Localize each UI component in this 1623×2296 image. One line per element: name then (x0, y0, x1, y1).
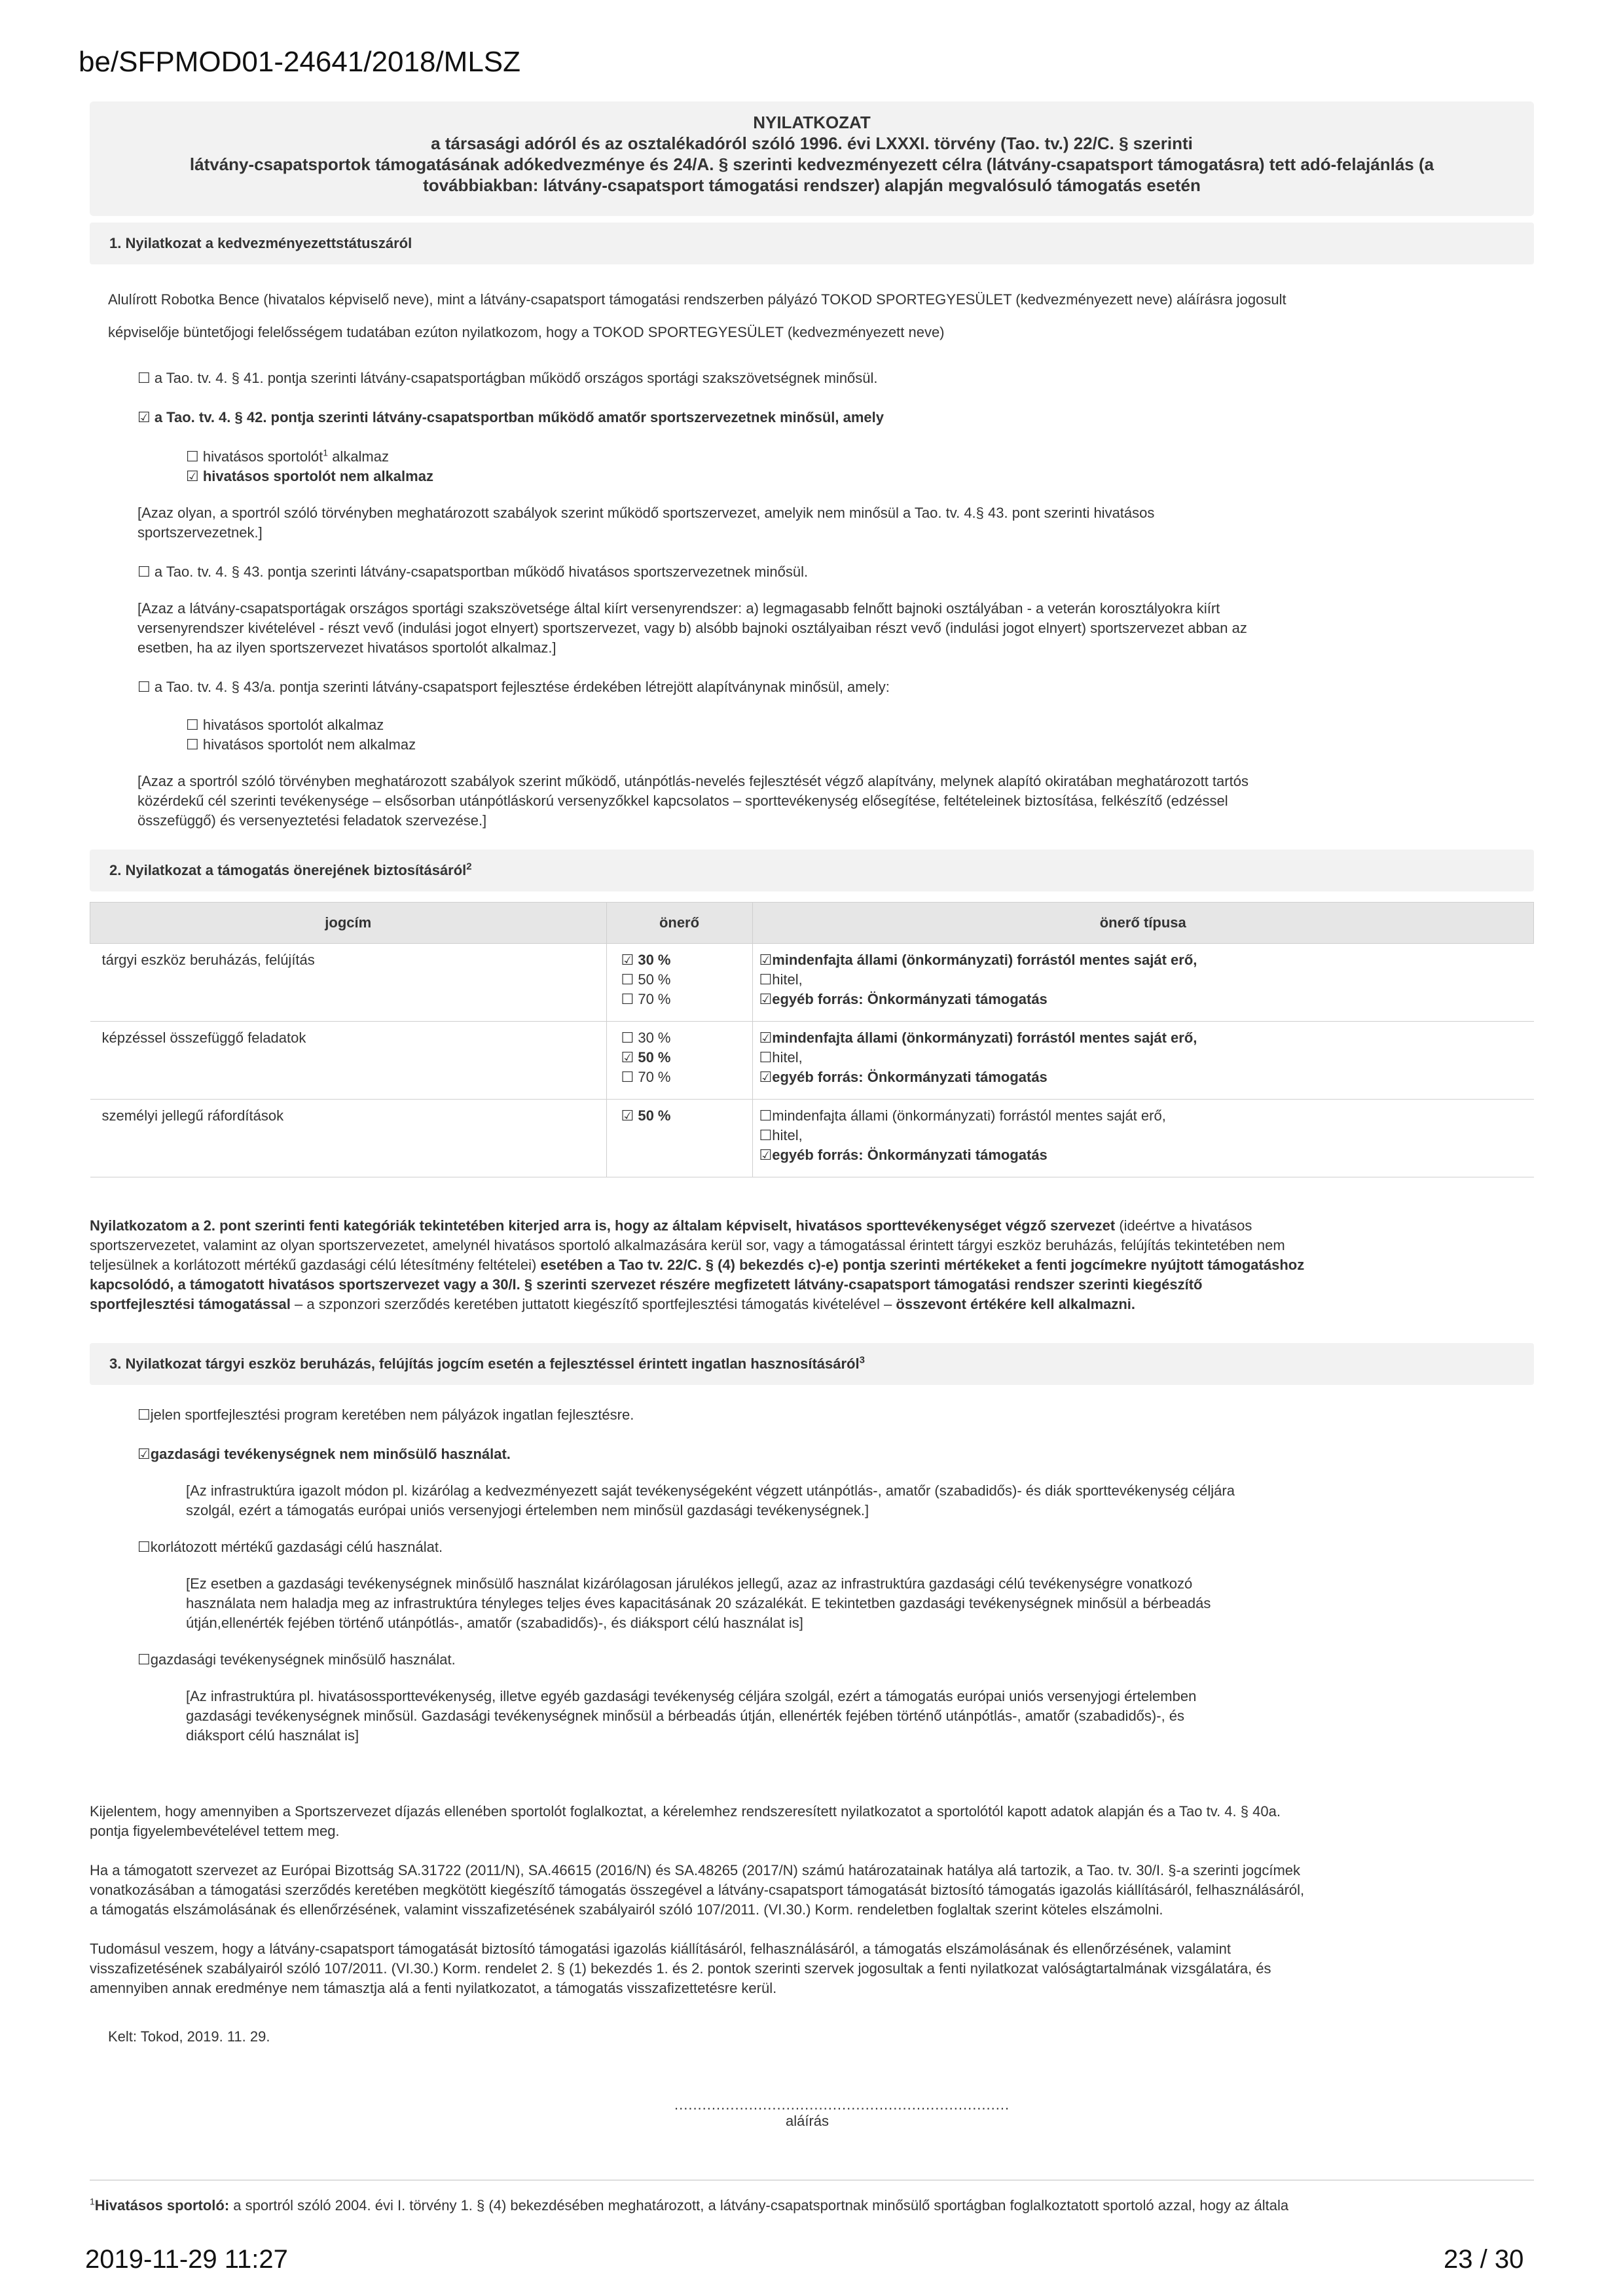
statement-line (90, 1216, 1534, 1236)
title-line-1: NYILATKOZAT (753, 113, 871, 132)
usage-note-economic-line-2: gazdasági tevékenységnek minősül. Gazdasági tevékenységnek minősül a bérbeadás útján, ellenérték fejében történő utánpótlás-, amatőr (szabadidős)-, és (186, 1708, 1185, 1724)
note-43-line-1: [Azaz a látvány-csapatsportágak országos sportági szakszövetsége által kiírt versenyrendszer: a) legmagasabb felnőtt bajnoki osztályában - a veterán korosztályokra kiírt (137, 600, 1220, 617)
cell-onero (606, 944, 752, 1022)
title-line-3: látvány-csapatsportok támogatásának adókedvezménye és 24/A. § szerinti kedvezményezett célra (látvány-csapatsport támogatásra) tett adó-felajánlás (a (189, 154, 1434, 174)
statement-text: esetében a Tao tv. 22/C. § (4) bekezdés c)-e) pontja szerinti mértékeket a fenti jogcímekre nyújtott támogatáshoz (540, 1257, 1305, 1273)
usage-note-non-economic-line-1: [Az infrastruktúra igazolt módon pl. kizárólag a kedvezményezett saját tevékenységeként végzett utánpótlás-, amatőr (szabadidős)- és diák sporttevékenység céljára (186, 1482, 1235, 1499)
usage-note-limited-line-2: használata nem haladja meg az infrastruktúra tényleges teljes éves kapacitásának 20 százalékát. E tekintetben gazdasági tevékenységnek minősül a bérbeadás (186, 1595, 1211, 1611)
onero-type-option[interactable]: ☑mindenfajta állami (önkormányzati) forrástól mentes saját erő, (759, 1030, 1197, 1046)
document-id: be/SFPMOD01-24641/2018/MLSZ (79, 46, 521, 78)
footer-page-number: 23 / 30 (1444, 2245, 1524, 2274)
section-2-heading-text: 2. Nyilatkozat a támogatás önerejének biztosításáról (109, 862, 467, 878)
onero-type-option[interactable]: ☑egyéb forrás: Önkormányzati támogatás (759, 991, 1048, 1007)
onero-type-option[interactable]: ☑egyéb forrás: Önkormányzati támogatás (759, 1147, 1048, 1163)
note-42-line-2: sportszervezetnek.] (137, 524, 263, 541)
onero-option[interactable]: ☐ 70 % (621, 991, 671, 1007)
option-43[interactable]: ☐ a Tao. tv. 4. § 43. pontja szerinti látvány-csapatsportban működő hivatásos sportszervezetnek minősül. (137, 564, 809, 580)
title-line-4: továbbiakban: látvány-csapatsport támogatási rendszer) alapján megvalósuló támogatás esetén (423, 175, 1201, 195)
cell-onero-tipusa (752, 1022, 1534, 1100)
onero-option[interactable]: ☑ 50 % (621, 1049, 671, 1066)
statement-text: teljesülnek a korlátozott mértékű gazdasági célú létesítmény feltételei) (90, 1257, 541, 1273)
closing-p3-line-1: Tudomásul veszem, hogy a látvány-csapatsport támogatását biztosító támogatási igazolás kiállításáról, felhasználásáról, a támogatás elszámolásának és ellenőrzésének, valamint (90, 1941, 1231, 1957)
self-contribution-table (90, 902, 1534, 1177)
note-42-line-1: [Azaz olyan, a sportról szóló törvényben meghatározott szabályok szerint működő sportszervezet, amelyik nem minősül a Tao. tv. 4.§ 43. pont szerinti hivatásos (137, 505, 1155, 521)
closing-p1-line-1: Kijelentem, hogy amennyiben a Sportszervezet díjazás ellenében sportolót foglalkoztat, a kérelemhez rendszeresített nyilatkozatot a sportolótól kapott adatok alapján és a Tao tv. 4. § 40a. (90, 1803, 1281, 1820)
table-row (90, 944, 1534, 1022)
closing-p2-line-3: a támogatás elszámolásának és ellenőrzésének, valamint visszafizetésének szabályairól szóló 107/2011. (VI.30.) Korm. rendeletben foglaltak szerint köteles elszámolni. (90, 1901, 1163, 1918)
option-42-no-pro[interactable]: ☑ hivatásos sportolót nem alkalmaz (186, 468, 433, 484)
cell-jogcim: képzéssel összefüggő feladatok (90, 1022, 607, 1100)
closing-p3-line-3: amennyiben annak eredménye nem támasztja alá a fenti nyilatkozatot, a támogatás visszafizettetésre kerül. (90, 1980, 777, 1996)
statement-text: sportfejlesztési támogatással (90, 1296, 291, 1312)
onero-option[interactable]: ☐ 30 % (621, 1030, 671, 1046)
note-43-line-3: esetben, ha az ilyen sportszervezet hivatásos sportolót alkalmaz.] (137, 639, 556, 656)
onero-type-option[interactable]: ☑egyéb forrás: Önkormányzati támogatás (759, 1069, 1048, 1085)
onero-option[interactable]: ☐ 50 % (621, 971, 671, 988)
onero-type-option[interactable]: ☑mindenfajta állami (önkormányzati) forrástól mentes saját erő, (759, 952, 1197, 968)
section-2-heading (90, 850, 1534, 891)
footer-datetime: 2019-11-29 11:27 (85, 2245, 288, 2274)
section-2-statement (90, 1216, 1534, 1314)
usage-option-no-property[interactable]: ☐jelen sportfejlesztési program keretében nem pályázok ingatlan fejlesztésre. (137, 1407, 634, 1423)
statement-text: sportszervezetet, valamint az olyan sportszervezetet, amelynél hivatásos sportoló alkalmazására kerül sor, vagy a támogatással érintett tárgyi eszköz beruházás, felújítás tekintetében nem (90, 1237, 1285, 1253)
usage-note-economic-line-3: diáksport célú használat is] (186, 1727, 359, 1744)
statement-text: (ideértve a hivatásos (1115, 1217, 1252, 1234)
cell-jogcim: személyi jellegű ráfordítások (90, 1100, 607, 1177)
statement-line (90, 1255, 1534, 1275)
option-text: alkalmaz (328, 448, 389, 465)
footnote-marker: 1 (90, 2196, 95, 2207)
cell-onero (606, 1100, 752, 1177)
section-3-heading-text: 3. Nyilatkozat tárgyi eszköz beruházás, felújítás jogcím esetén a fejlesztéssel érintett ingatlan hasznosításáról (109, 1355, 860, 1372)
usage-note-limited-line-1: [Ez esetben a gazdasági tevékenységnek minősülő használat kizárólagosan járulékos jellegű, azaz az infrastruktúra gazdasági célú tevékenységre vonatkozó (186, 1575, 1193, 1592)
cell-onero (606, 1022, 752, 1100)
option-43a-employs-pro[interactable]: ☐ hivatásos sportolót alkalmaz (186, 717, 384, 733)
option-43a[interactable]: ☐ a Tao. tv. 4. § 43/a. pontja szerinti látvány-csapatsport fejlesztése érdekében létrejött alapítványnak minősül, amely: (137, 679, 890, 695)
statement-text: – a szponzori szerződés keretében juttatott kiegészítő sportfejlesztési támogatás kivételével – (290, 1296, 896, 1312)
note-43-line-2: versenyrendszer kivételével - részt vevő (indulási jogot elnyert) sportszervezet, vagy b) alsóbb bajnoki osztályaiban részt vevő (indulási jogot elnyert) sportszervezet abban az (137, 620, 1247, 636)
option-43a-no-pro[interactable]: ☐ hivatásos sportolót nem alkalmaz (186, 736, 416, 753)
note-43a-line-1: [Azaz a sportról szóló törvényben meghatározott szabályok szerint működő, utánpótlás-nevelés fejlesztését végző alapítvány, melynek alapító okiratában meghatározott tartós (137, 773, 1249, 789)
signature-line: ........................................................................ (674, 2096, 1010, 2113)
signature-label: aláírás (786, 2113, 830, 2129)
cell-jogcim: tárgyi eszköz beruházás, felújítás (90, 944, 607, 1022)
footnote-term: Hivatásos sportoló: (94, 2197, 230, 2214)
section-3-heading (90, 1343, 1534, 1385)
onero-type-option[interactable]: ☐hitel, (759, 971, 803, 988)
footnote-divider (90, 2179, 1534, 2181)
usage-option-economic[interactable]: ☐gazdasági tevékenységnek minősülő használat. (137, 1651, 456, 1668)
place-and-date: Kelt: Tokod, 2019. 11. 29. (108, 2028, 270, 2045)
footnote-ref-2: 2 (466, 861, 472, 872)
footnote-ref-1: 1 (323, 447, 329, 458)
closing-p3-line-2: visszafizetésének szabályairól szóló 107/2011. (VI.30.) Korm. rendelet 2. § (1) bekezdés 1. és 2. pontok szerinti szervek jogosultak a fenti nyilatkozat valóságtartalmának vizsgálatára, és (90, 1960, 1271, 1977)
closing-p2-line-2: vonatkozásában a támogatási szerződés keretében megkötött kiegészítő támogatás összegével a látvány-csapatsport támogatását biztosító támogatás igazolás kiállításáról, felhasználásáról, (90, 1882, 1305, 1898)
onero-option[interactable]: ☑ 50 % (621, 1107, 671, 1124)
closing-p1-line-2: pontja figyelembevételével tettem meg. (90, 1823, 340, 1839)
usage-note-economic-line-1: [Az infrastruktúra pl. hivatásossporttevékenység, illetve egyéb gazdasági tevékenység céljára szolgál, ezért a támogatás európai uniós versenyjogi értelemben (186, 1688, 1197, 1704)
column-header-onero: önerő (606, 903, 752, 944)
statement-text: Nyilatkozatom a 2. pont szerinti fenti kategóriák tekintetében kiterjed arra is, hogy az általam képviselt, hivatásos sporttevékenységet végző szervezet (90, 1217, 1116, 1234)
closing-p2-line-1: Ha a támogatott szervezet az Európai Bizottság SA.31722 (2011/N), SA.46615 (2016/N) és SA.48265 (2017/N) számú határozatainak hatálya alá tartozik, a Tao. tv. 30/I. §-a szerinti jogcímek (90, 1862, 1300, 1878)
note-43a-line-3: összefüggő) és versenyeztetési feladatok szervezése.] (137, 812, 487, 829)
usage-note-limited-line-3: útján,ellenérték fejében történő utánpótlás-, amatőr (szabadidős)-, és diáksport célú használat is] (186, 1615, 803, 1631)
footnote-ref-3: 3 (859, 1354, 865, 1366)
table-header-row (90, 903, 1534, 944)
option-text: ☐ hivatásos sportolót (186, 448, 323, 465)
statement-line (90, 1275, 1534, 1295)
onero-type-option[interactable]: ☐hitel, (759, 1049, 803, 1066)
usage-option-limited-economic[interactable]: ☐korlátozott mértékű gazdasági célú használat. (137, 1539, 443, 1555)
statement-text: összevont értékére kell alkalmazni. (896, 1296, 1136, 1312)
table-row (90, 1022, 1534, 1100)
table-body (90, 944, 1534, 1177)
column-header-onero-tipusa: önerő típusa (752, 903, 1534, 944)
footnote-1 (90, 2195, 1288, 2216)
column-header-jogcim: jogcím (90, 903, 607, 944)
usage-note-non-economic-line-2: szolgál, ezért a támogatás európai uniós versenyjogi értelemben nem minősül gazdasági tevékenységnek.] (186, 1502, 869, 1518)
section-1-heading: 1. Nyilatkozat a kedvezményezettstátuszáról (90, 223, 1534, 264)
statement-text: kapcsolódó, a támogatott hivatásos sportszervezet vagy a 30/I. § szerinti szervezet részére megfizetett látvány-csapatsport támogatási rendszer szerinti kiegészítő (90, 1276, 1203, 1293)
note-43a-line-2: közérdekű cél szerinti tevékenysége – elsősorban utánpótláskorú versenyzőkkel kapcsolatos – sporttevékenység elősegítése, feltételeinek biztosítása, felkészítő (edzéssel (137, 793, 1228, 809)
onero-type-option[interactable]: ☐mindenfajta állami (önkormányzati) forrástól mentes saját erő, (759, 1107, 1166, 1124)
onero-type-option[interactable]: ☐hitel, (759, 1127, 803, 1143)
option-41[interactable]: ☐ a Tao. tv. 4. § 41. pontja szerinti látvány-csapatsportágban működő országos sportági szakszövetségnek minősül. (137, 370, 878, 386)
declaration-title-box (90, 101, 1534, 216)
intro-line-1: Alulírott Robotka Bence (hivatalos képviselő neve), mint a látvány-csapatsport támogatási rendszerben pályázó TOKOD SPORTEGYESÜLET (kedvezményezett neve) aláírásra jogosult (108, 291, 1286, 308)
option-42-employs-pro[interactable] (186, 446, 389, 467)
cell-onero-tipusa (752, 1100, 1534, 1177)
usage-option-non-economic[interactable]: ☑gazdasági tevékenységnek nem minősülő használat. (137, 1446, 511, 1462)
footnote-text: a sportról szóló 2004. évi I. törvény 1. § (4) bekezdésében meghatározott, a látvány-csapatsportnak minősülő sportágban foglalkoztatott sportoló azzal, hogy az általa (229, 2197, 1289, 2214)
cell-onero-tipusa (752, 944, 1534, 1022)
onero-option[interactable]: ☐ 70 % (621, 1069, 671, 1085)
option-42[interactable]: ☑ a Tao. tv. 4. § 42. pontja szerinti látvány-csapatsportban működő amatőr sportszervezetnek minősül, amely (137, 409, 884, 425)
statement-line (90, 1236, 1534, 1255)
onero-option[interactable]: ☑ 30 % (621, 952, 671, 968)
statement-line (90, 1295, 1534, 1314)
table-row (90, 1100, 1534, 1177)
intro-line-2: képviselője büntetőjogi felelősségem tudatában ezúton nyilatkozom, hogy a TOKOD SPORTEGYESÜLET (kedvezményezett neve) (108, 324, 945, 340)
title-line-2: a társasági adóról és az osztalékadóról szóló 1996. évi LXXXI. törvény (Tao. tv.) 22/C. § szerinti (431, 134, 1193, 153)
